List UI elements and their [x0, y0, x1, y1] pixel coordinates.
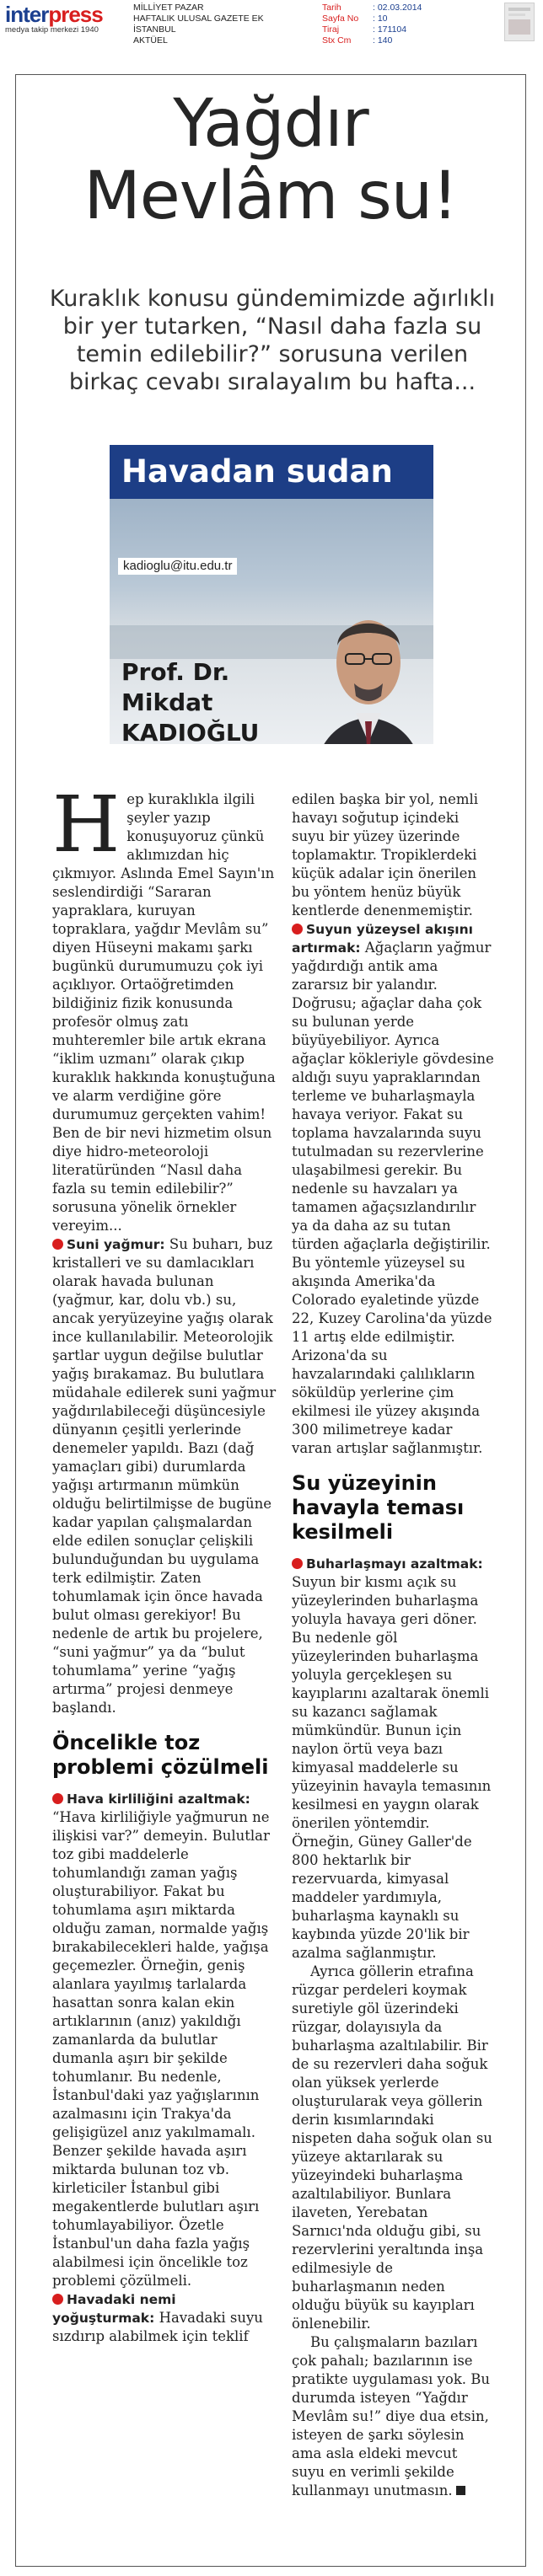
author-photo	[110, 499, 433, 744]
article-column-right	[292, 790, 494, 2500]
article-column-left	[52, 779, 277, 2346]
meta-row: Stx Cm : 140	[322, 35, 393, 46]
article-title: Yağdır Mevlâm su!	[83, 86, 458, 234]
author-portrait-icon	[305, 570, 432, 744]
article-lead: Kuraklık konusu gündemimizde ağırlıklı bir yer tutarken, “Nasıl daha fazla su temin edilebilir?” sorusuna verilen birkaç cevabı sıralayalım bu hafta...	[49, 286, 496, 395]
clipping-header	[0, 0, 543, 44]
meta-row: Sayfa No : 10	[322, 13, 388, 24]
column-header	[110, 445, 433, 744]
meta-row: Tiraj : 171104	[322, 24, 407, 35]
paragraph: Buharlaşmayı azaltmak: Suyun bir kısmı açık su yüzeylerinden buharlaşma yoluyla havaya geri döner. Bu nedenle göl yüzeylerinden buharlaşma yoluyla gerçekleşen su kayıplarını azaltarak önemli su kazancı sağlamak mümkündür. Bunun için naylon örtü veya bazı kimyasal maddelerle su yüzeyinin havayla temasının kesilmesi en yaygın olarak önerilen yöntemdir. Örneğin, Güney Galler'de 800 hektarlık bir rezervuarda, kimyasal maddeler yardımıyla, buharlaşma kaynaklı su kaybında yüzde 20'lik bir azalma sağlanmıştır.	[292, 1556, 492, 1961]
paragraph: Bu çalışmaların bazıları çok pahalı; bazılarının ise pratikte uygulaması yok. Bu durumda isteyen “Yağdır Mevlâm su!” diye dua etsin, isteyen de şarkı söylesin ama asla eldeki mevcut suyu en verimli şekilde kullanmayı unutmasın.	[292, 2334, 491, 2498]
pub-line: AKTÜEL	[133, 35, 168, 46]
logo-tagline: medya takip merkezi 1940	[5, 25, 99, 35]
meta-row: Tarih : 02.03.2014	[322, 3, 422, 13]
interpress-logo: interpress	[5, 2, 103, 27]
bullet-icon	[292, 924, 303, 935]
pub-line: MİLLİYET PAZAR	[133, 3, 204, 13]
author-name: Prof. Dr. Mikdat KADIOĞLU	[121, 658, 260, 744]
subheading: Öncelikle toz problemi çözülmeli	[52, 1731, 269, 1779]
paragraph: Havadaki nemi yoğuşturmak: Havadaki suyu sızdırıp alabilmek için teklif	[52, 2292, 263, 2344]
paragraph: edilen başka bir yol, nemli havayı soğutup içindeki suyu bir yüzey üzerinde toplamaktır. Tropiklerdeki küçük adalar için önerilen bu yöntem henüz büyük kentlerde denenmemiştir.	[292, 791, 479, 918]
paragraph: Hava kirliliğini azaltmak: “Hava kirliliğiyle yağmurun ne ilişkisi var?” demeyin. Bulutlar toz gibi maddelerle tohumlandığı zaman yağış oluşturabiliyor. Fakat bu tohumlama aşırı miktarda olduğu zaman, normalde yağış bırakabilecekleri halde, yağışa geçemezler. Örneğin, geniş alanlara yayılmış tarlalarda hasattan sonra kalan ekin artıklarının (anız) yakıldığı zamanlarda da bulutlar dumanla aşırı bir şekilde tohumlanır. Bu nedenle, İstanbul'daki yaz yağışlarının azalmasını için Trakya'da gelişigüzel anız yakılmamalı. Benzer şekilde havada aşırı miktarda bulunan toz vb. kirleticiler İstanbul gibi megakentlerde bulutları aşırı tohumlayabiliyor. Özetle İstanbul'un daha fazla yağış alabilmesi için öncelikle toz problemi çözülmeli.	[52, 1791, 270, 2289]
paragraph: Suyun yüzeysel akışını artırmak: Ağaçların yağmur yağdırdığı antik ama zararsız bir yalandır. Doğrusu; ağaçlar daha çok su bulunan yerde büyüyebiliyor. Ayrıca ağaçlar kökleriyle gövdesine aldığı suyu yapraklarından terleme ve buharlaşmayla havaya veriyor. Fakat su toplama havzalarında suyu tutulmadan su rezervlerine ulaşabilmesi gerekir. Bu nedenle su havzaları ya tamamen ağaçsızlandırılır ya da daha az su tutan türden ağaçlarla değiştirilir. Bu yöntemle yüzeysel su akışında Amerika'da Colorado eyaletinde yüzde 22, Kuzey Carolina'da yüzde 11 artış elde edilmiştir. Arizona'da su havzalarındaki çalılıkların söküldüp yerlerine çim ekilmesi ile yüzey akışında 300 milimetreye kadar varan artışlar sağlanmıştır.	[292, 922, 494, 1456]
clipping-meta	[322, 3, 422, 46]
paragraph: Suni yağmur: Su buharı, buz kristalleri ve su damlacıkları olarak havada bulunan (yağmur, kar, dolu vb.) su, ancak yeryüzeyine yağış olarak ince kullanılabilir. Meteorolojik şartlar uygun değilse bulutlar yağış bırakamaz. Bu bulutlara müdahale edilerek suni yağmur yağdırılabileceği düşüncesiyle dünyanın çeşitli yerlerinde denemeler yapıldı. Bazı (dağ yamaçları gibi) durumlarda yağışı artırmanın mümkün olduğu belirtilmişse de bugüne kadar yapılan çalışmalardan elde edilen sonuçlar çelişkili bulunduğundan bu uygulama terk edilmiştir. Zaten tohumlamak için önce havada bulut olması gerekiyor! Bu nedenle de artık bu projelere, “suni yağmur” ya da “bulut tohumlama” yerine “yağış artırma” projesi denmeye başlandı.	[52, 1236, 277, 1716]
bullet-icon	[292, 1558, 303, 1569]
pub-line: HAFTALIK ULUSAL GAZETE EK	[133, 13, 264, 24]
bullet-icon	[52, 1239, 63, 1250]
subheading: Su yüzeyinin havayla teması kesilmeli	[292, 1471, 465, 1544]
drop-cap: H	[52, 779, 121, 870]
paragraph: Ayrıca göllerin etrafına rüzgar perdeleri koymak suretiyle göl üzerindeki rüzgar, dolayısıyla da buharlaşma azaltılabilir. Bir de su rezervleri daha soğuk olan yüksek yerlerde oluşturularak veya göllerin derin kısımlarındaki nispeten daha soğuk olan su yüzeye aktarılarak su yüzeyindeki buharlaşma azaltılabiliyor. Bunlara ilaveten, Yerebatan Sarnıcı'nda olduğu gibi, su rezervlerini yeraltında inşa edilmesiyle de buharlaşmanın neden olduğu büyük su kayıpları önlenebilir.	[292, 1963, 492, 2332]
bullet-icon	[52, 1793, 63, 1804]
end-mark-icon	[456, 2486, 465, 2495]
page-thumbnail	[504, 3, 535, 41]
paragraph: Hep kuraklıkla ilgili şeyler yazıp konuşuyoruz çünkü aklımızdan hiç çıkmıyor. Aslında Emel Sayın'ın seslendirdiği “Sararan yapraklara, kuruyan topraklara, yağdır Mevlâm su” diyen Hüseyni makamı şarkı bugünkü durumumuzu çok iyi açıklıyor. Ortaöğretimden bildiğiniz fizik konusunda profesör olmuş zatı muhteremler bile artık ekrana “iklim uzmanı” olarak çıkıp kuraklık hakkında konuştuğuna ve alarm verdiğine göre durumumuz gerçekten vahim! Ben de bir nevi hizmetim olsun diye hidro-meteoroloji literatüründen “Nasıl daha fazla su temin edilebilir?” sorusuna yönelik örnekler vereyim...	[52, 779, 276, 1234]
pub-line: İSTANBUL	[133, 24, 176, 35]
bullet-icon	[52, 2294, 63, 2305]
publication-info	[133, 3, 264, 46]
author-email: kadioglu@itu.edu.tr	[118, 558, 237, 575]
column-name: Havadan sudan	[110, 445, 433, 499]
